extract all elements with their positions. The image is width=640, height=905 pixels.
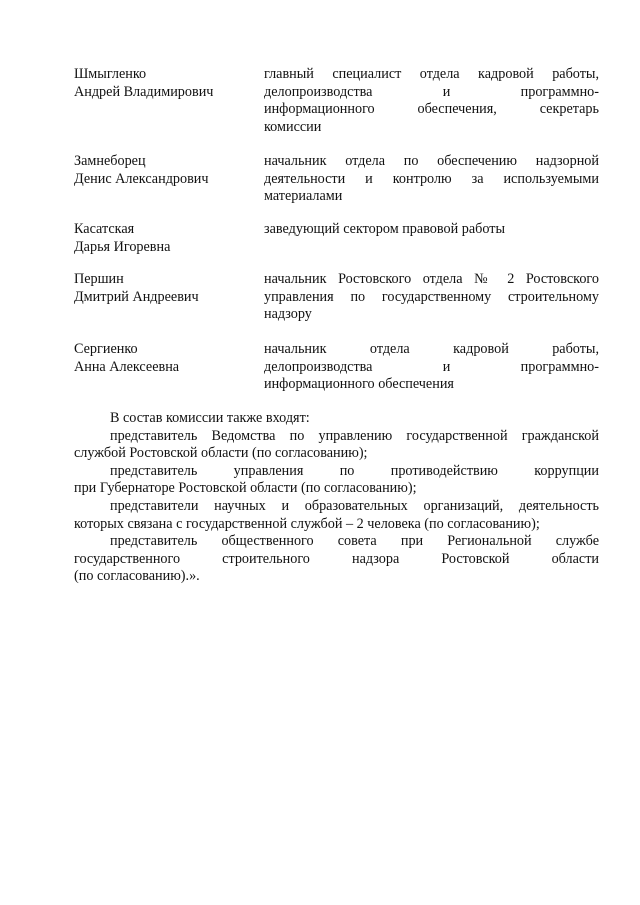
member-position [264, 66, 599, 136]
position-line: начальник отдела кадровой работы, [264, 341, 599, 357]
position-line: надзору [264, 306, 312, 323]
member-surname: Першин [74, 271, 124, 287]
paragraph-line: В состав комиссии также входят: [110, 410, 310, 426]
position-line: начальник Ростовского отдела № 2 Ростовского [264, 271, 599, 287]
paragraph-line: при Губернаторе Ростовской области (по согласованию); [74, 480, 417, 497]
position-line: заведующий сектором правовой работы [264, 221, 505, 237]
position-line: информационного обеспечения, секретарь [264, 101, 599, 118]
member-position [264, 341, 599, 394]
member-name [74, 271, 254, 306]
member-name [74, 221, 254, 256]
position-line: главный специалист отдела кадровой работы, [264, 66, 599, 82]
paragraph-line: (по согласованию).». [74, 568, 200, 585]
position-line: информационного обеспечения [264, 376, 454, 393]
paragraph-line: представитель общественного совета при Региональной службе [110, 533, 599, 550]
member-given-names: Денис Александрович [74, 170, 209, 187]
position-line: делопроизводства и программно- [264, 83, 599, 100]
additional-members-text [74, 410, 599, 586]
member-name [74, 66, 254, 101]
member-name [74, 153, 254, 188]
member-surname: Сергиенко [74, 341, 138, 357]
member-surname: Замнеборец [74, 153, 146, 169]
position-line: делопроизводства и программно- [264, 358, 599, 375]
position-line: начальник отдела по обеспечению надзорной [264, 153, 599, 169]
member-position [264, 153, 599, 206]
paragraph-line: представитель управления по противодействию коррупции [110, 462, 599, 479]
paragraph-line: государственного строительного надзора Ростовской области [74, 550, 599, 567]
paragraph-line: представитель Ведомства по управлению государственной гражданской [110, 427, 599, 444]
member-given-names: Дмитрий Андреевич [74, 288, 199, 305]
member-given-names: Анна Алексеевна [74, 358, 180, 375]
paragraph-line: представители научных и образовательных организаций, деятельность [110, 497, 599, 514]
member-name [74, 341, 254, 376]
member-surname: Шмыгленко [74, 66, 147, 82]
member-given-names: Дарья Игоревна [74, 238, 171, 255]
position-line: материалами [264, 188, 343, 205]
member-position [264, 221, 599, 239]
paragraph-line: которых связана с государственной службой – 2 человека (по согласованию); [74, 515, 540, 532]
position-line: управления по государственному строительному [264, 288, 599, 305]
position-line: комиссии [264, 118, 322, 135]
member-position [264, 271, 599, 324]
member-surname: Касатская [74, 221, 135, 237]
paragraph-line: службой Ростовской области (по согласованию); [74, 445, 368, 462]
position-line: деятельности и контролю за используемыми [264, 170, 599, 187]
member-given-names: Андрей Владимирович [74, 83, 214, 100]
